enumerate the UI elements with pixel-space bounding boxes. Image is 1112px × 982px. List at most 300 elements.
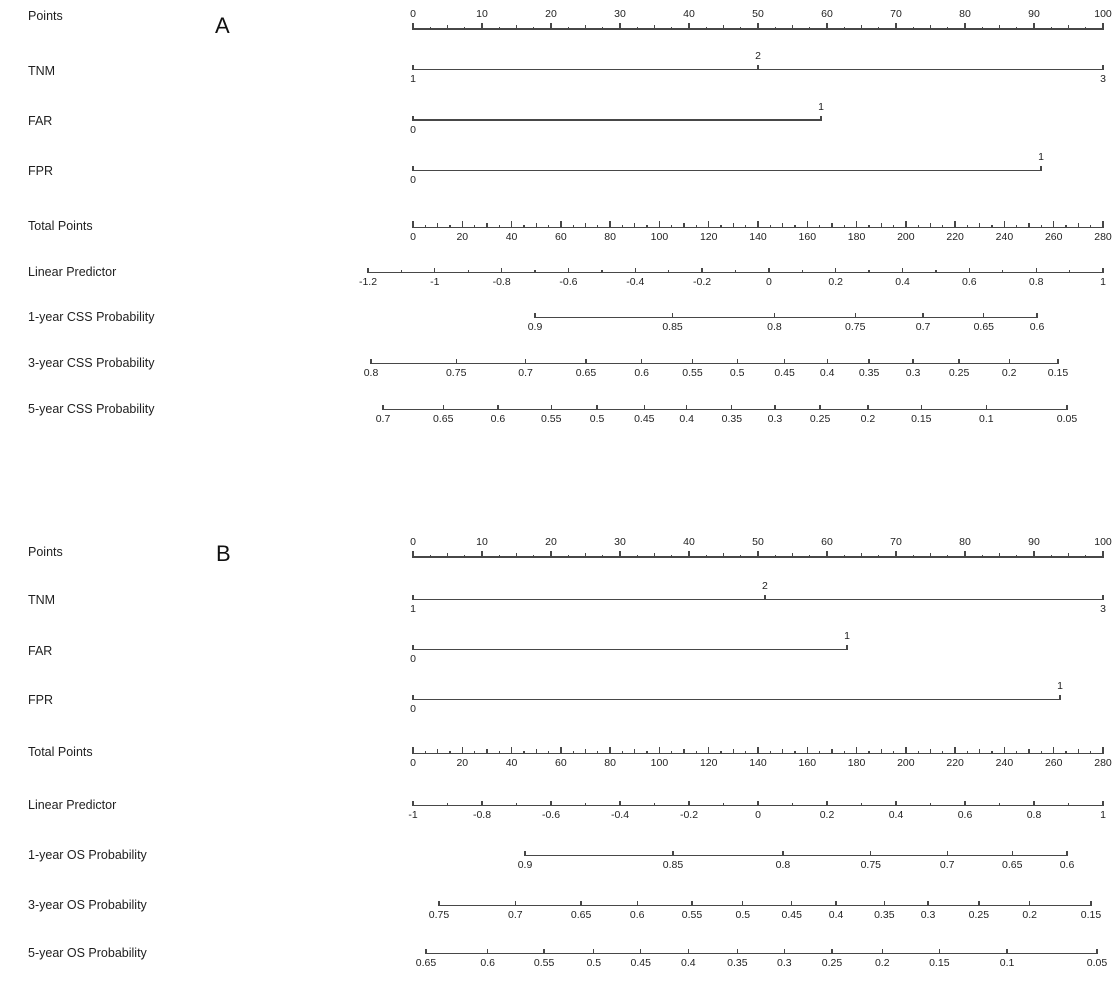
- tick-label: 0.15: [1080, 909, 1102, 921]
- tick-label: 100: [650, 231, 669, 243]
- tick: [686, 405, 687, 410]
- tick-label: 0.15: [911, 413, 932, 425]
- tick: [902, 268, 903, 273]
- tick: [1102, 747, 1103, 754]
- tick-label: 10: [476, 8, 488, 20]
- tick: [1090, 901, 1091, 906]
- tick: [692, 359, 693, 364]
- tick: [912, 359, 913, 364]
- tick-label: -1: [430, 276, 440, 288]
- row-label-fpr: FPR: [28, 693, 53, 707]
- value-label: 1: [844, 630, 850, 642]
- tick-label: 180: [847, 231, 866, 243]
- tick: [733, 223, 734, 228]
- tick: [474, 751, 475, 754]
- tick: [733, 749, 734, 754]
- tick: [1059, 695, 1060, 700]
- tick: [819, 225, 820, 228]
- tick-label: 1: [410, 603, 416, 615]
- tick: [991, 751, 992, 754]
- tick-label: 0.65: [973, 321, 994, 333]
- tick: [430, 27, 431, 30]
- tick: [708, 747, 709, 754]
- tick-label: 0.8: [1026, 809, 1042, 821]
- tick: [768, 268, 769, 273]
- tick: [536, 223, 537, 228]
- tick: [1065, 751, 1066, 754]
- tick-label: 0.4: [681, 957, 696, 969]
- tick-label: 3: [1100, 603, 1106, 615]
- tick-label: 90: [1028, 536, 1040, 548]
- tick: [1057, 359, 1058, 364]
- row-label-css-5yr: 5-year CSS Probability: [28, 402, 155, 416]
- tick-label: 20: [545, 8, 557, 20]
- row-label-css-3yr: 3-year CSS Probability: [28, 356, 155, 370]
- tick: [501, 268, 502, 273]
- tick: [770, 751, 771, 754]
- tick-label: 0.7: [507, 909, 523, 921]
- tick: [991, 225, 992, 228]
- tick-label: -0.4: [626, 276, 645, 288]
- tick: [683, 223, 684, 228]
- tick: [701, 268, 702, 273]
- tick: [622, 225, 623, 228]
- tick: [757, 23, 758, 30]
- tick: [412, 801, 413, 806]
- tick-label: 0.6: [629, 909, 645, 921]
- tick: [878, 27, 879, 30]
- tick: [654, 553, 655, 558]
- tick: [486, 223, 487, 228]
- tick: [1036, 313, 1037, 318]
- tick: [499, 27, 500, 30]
- tick: [523, 225, 524, 228]
- tick: [792, 803, 793, 806]
- tick-label: 10: [476, 536, 488, 548]
- tick: [367, 268, 368, 273]
- tick-label: 0.1: [999, 957, 1015, 969]
- tick-label: 0.9: [527, 321, 543, 333]
- tick: [782, 749, 783, 754]
- tick: [986, 405, 987, 410]
- tick: [516, 553, 517, 558]
- tick-label: 40: [683, 536, 695, 548]
- tick: [881, 223, 882, 228]
- axis-line-os-1yr: [525, 855, 1067, 856]
- tick: [438, 901, 439, 906]
- tick-label: 0.3: [777, 957, 792, 969]
- tick: [425, 225, 426, 228]
- tick-label: 0.6: [957, 809, 973, 821]
- tick: [770, 225, 771, 228]
- tick: [637, 27, 638, 30]
- tick-label: 0.7: [375, 413, 391, 425]
- tick-label: 0.65: [570, 909, 592, 921]
- row-label-points: Points: [28, 9, 63, 23]
- tick: [597, 225, 598, 228]
- tick: [696, 225, 697, 228]
- tick: [893, 751, 894, 754]
- tick: [855, 313, 856, 318]
- axis-line-css-3yr: [371, 363, 1058, 364]
- value-label: 1: [818, 101, 824, 113]
- tick-label: 0.65: [575, 367, 597, 379]
- tick-label: 0: [755, 809, 761, 821]
- tick: [474, 225, 475, 228]
- row-label-os-3yr: 3-year OS Probability: [28, 898, 147, 912]
- tick-label: 0: [410, 536, 416, 548]
- value-label: 2: [755, 50, 761, 62]
- tick: [809, 555, 810, 558]
- tick: [585, 749, 586, 754]
- tick-label: 180: [847, 757, 866, 769]
- tick: [497, 405, 498, 410]
- tick-label: 0.7: [518, 367, 533, 379]
- tick-label: 0.25: [948, 367, 970, 379]
- tick-label: 0.4: [895, 276, 910, 288]
- tick-label: 60: [821, 536, 833, 548]
- tick-label: 80: [604, 231, 616, 243]
- tick: [585, 223, 586, 228]
- tick-label: 120: [699, 231, 718, 243]
- row-label-tnm: TNM: [28, 593, 56, 607]
- value-label: 1: [1057, 680, 1063, 692]
- tick-label: 240: [995, 757, 1014, 769]
- tick: [1009, 359, 1010, 364]
- tick: [550, 801, 551, 806]
- tick-label: 0.4: [679, 413, 694, 425]
- tick-label: 40: [505, 231, 518, 243]
- tick-label: 260: [1044, 231, 1063, 243]
- tick: [609, 221, 610, 228]
- tick: [671, 555, 672, 558]
- tick-label: 80: [959, 8, 971, 20]
- tick: [596, 405, 597, 410]
- tick: [1012, 851, 1013, 856]
- tick: [1102, 65, 1103, 70]
- tick: [560, 221, 561, 228]
- tick: [884, 901, 885, 906]
- tick-label: 0.75: [445, 367, 467, 379]
- tick-label: 240: [995, 231, 1014, 243]
- tick: [835, 901, 836, 906]
- tick-label: 280: [1094, 757, 1112, 769]
- tick: [794, 751, 795, 754]
- tick: [764, 595, 765, 600]
- tick: [1051, 555, 1052, 558]
- tick: [745, 225, 746, 228]
- tick: [1004, 747, 1005, 754]
- tick: [671, 225, 672, 228]
- tick: [1090, 225, 1091, 228]
- tick: [967, 751, 968, 754]
- tick-label: 100: [650, 757, 669, 769]
- row-label-far: FAR: [28, 114, 53, 128]
- tick: [481, 551, 482, 558]
- tick-label: 0.8: [1028, 276, 1044, 288]
- tick: [580, 901, 581, 906]
- panel-letter: B: [216, 541, 231, 566]
- tick-label: 50: [752, 536, 764, 548]
- tick: [740, 555, 741, 558]
- tick: [983, 313, 984, 318]
- tick: [434, 268, 435, 273]
- row-label-css-1yr: 1-year CSS Probability: [28, 310, 155, 324]
- tick: [784, 949, 785, 954]
- tick: [1006, 949, 1007, 954]
- tick: [893, 225, 894, 228]
- tick: [964, 801, 965, 806]
- tick: [593, 949, 594, 954]
- tick: [1016, 225, 1017, 228]
- tick: [1016, 27, 1017, 30]
- tick-label: 0: [410, 8, 416, 20]
- tick: [861, 803, 862, 806]
- tick-label: 120: [699, 757, 718, 769]
- tick: [671, 27, 672, 30]
- tick: [635, 268, 636, 273]
- tick: [844, 555, 845, 558]
- tick: [654, 803, 655, 806]
- tick: [706, 555, 707, 558]
- tick: [668, 270, 669, 273]
- tick: [881, 749, 882, 754]
- tick-label: 3: [1100, 73, 1106, 85]
- tick-label: 20: [545, 536, 557, 548]
- tick-label: 40: [683, 8, 695, 20]
- tick: [792, 553, 793, 558]
- tick: [794, 225, 795, 228]
- tick: [688, 551, 689, 558]
- tick: [868, 359, 869, 364]
- tick: [551, 405, 552, 410]
- tick: [720, 751, 721, 754]
- tick: [536, 749, 537, 754]
- tick: [637, 555, 638, 558]
- tick-label: 0.2: [1001, 367, 1017, 379]
- tick: [568, 555, 569, 558]
- axis-line-css-1yr: [535, 317, 1037, 318]
- tick: [918, 751, 919, 754]
- tick-label: 0.4: [819, 367, 835, 379]
- tick: [913, 555, 914, 558]
- tick: [462, 747, 463, 754]
- tick: [982, 27, 983, 30]
- tick: [1090, 751, 1091, 754]
- tick: [568, 27, 569, 30]
- tick-label: 0.65: [432, 413, 454, 425]
- tick: [868, 225, 869, 228]
- value-label: 1: [1038, 151, 1044, 163]
- tick-label: 0.35: [858, 367, 880, 379]
- tick: [481, 23, 482, 30]
- tick: [672, 313, 673, 318]
- tick: [735, 270, 736, 273]
- tick: [523, 751, 524, 754]
- tick: [1085, 27, 1086, 30]
- tick: [774, 405, 775, 410]
- tick-label: 0.65: [1002, 859, 1023, 871]
- tick: [757, 551, 758, 558]
- tick: [412, 116, 413, 121]
- tick: [412, 23, 413, 30]
- tick: [895, 23, 896, 30]
- tick: [644, 405, 645, 410]
- tick-label: 0.35: [721, 413, 743, 425]
- tick: [820, 116, 821, 121]
- tick: [737, 359, 738, 364]
- row-label-total-points: Total Points: [28, 219, 93, 233]
- tick: [1078, 223, 1079, 228]
- tick-label: -0.8: [492, 276, 511, 288]
- tick-label: 0.85: [662, 859, 684, 871]
- tick-label: 0.5: [729, 367, 745, 379]
- tick: [447, 553, 448, 558]
- tick: [827, 359, 828, 364]
- tick: [947, 555, 948, 558]
- tick: [548, 751, 549, 754]
- tick: [999, 25, 1000, 30]
- tick-label: 200: [897, 757, 915, 769]
- tick-label: 0.45: [630, 957, 651, 969]
- tick-label: -0.8: [472, 809, 492, 821]
- axis-line-os-5yr: [426, 953, 1097, 954]
- tick: [437, 223, 438, 228]
- tick: [382, 405, 383, 410]
- tick: [1051, 27, 1052, 30]
- tick: [516, 803, 517, 806]
- tick: [999, 803, 1000, 806]
- tick-label: 30: [614, 8, 626, 20]
- tick-label: 100: [1094, 8, 1112, 20]
- tick: [449, 225, 450, 228]
- tick-label: 0.6: [490, 413, 506, 425]
- tick: [1033, 801, 1034, 806]
- tick-label: 0.2: [860, 413, 876, 425]
- tick: [487, 949, 488, 954]
- tick-label: 0.05: [1086, 957, 1108, 969]
- tick-label: 1: [1100, 809, 1106, 821]
- tick: [1053, 747, 1054, 754]
- tick-label: 20: [456, 231, 469, 243]
- row-label-linear-predictor: Linear Predictor: [28, 265, 117, 279]
- tick-label: 1: [410, 73, 416, 85]
- tick-label: -0.4: [610, 809, 630, 821]
- tick: [861, 25, 862, 30]
- tick-label: 0.45: [781, 909, 802, 921]
- tick: [515, 901, 516, 906]
- tick: [895, 551, 896, 558]
- tick: [533, 27, 534, 30]
- tick-label: 50: [752, 8, 764, 20]
- tick: [930, 25, 931, 30]
- tick: [619, 801, 620, 806]
- tick: [671, 751, 672, 754]
- row-label-fpr: FPR: [28, 164, 53, 178]
- tick-label: 0.2: [819, 809, 835, 821]
- tick-label: 0.5: [586, 957, 602, 969]
- tick: [443, 405, 444, 410]
- tick: [1065, 225, 1066, 228]
- tick-label: 220: [946, 231, 964, 243]
- tick: [585, 25, 586, 30]
- tick: [691, 901, 692, 906]
- tick: [856, 221, 857, 228]
- tick: [1016, 751, 1017, 754]
- tick-label: 0.75: [860, 859, 881, 871]
- tick: [740, 27, 741, 30]
- tick: [1102, 268, 1103, 273]
- tick: [942, 751, 943, 754]
- tick: [1066, 851, 1067, 856]
- tick: [757, 65, 758, 70]
- tick: [947, 851, 948, 856]
- tick-label: 0.45: [774, 367, 795, 379]
- tick: [835, 268, 836, 273]
- tick: [602, 27, 603, 30]
- tick-label: 60: [555, 231, 567, 243]
- tick: [831, 223, 832, 228]
- tick: [958, 359, 959, 364]
- tick-label: 160: [798, 231, 817, 243]
- tick: [654, 25, 655, 30]
- tick: [550, 23, 551, 30]
- panel-letter: A: [215, 13, 230, 38]
- tick-label: 0.8: [775, 859, 791, 871]
- tick: [412, 551, 413, 558]
- tick: [831, 949, 832, 954]
- tick: [585, 553, 586, 558]
- tick-label: 0.55: [681, 909, 703, 921]
- tick: [683, 749, 684, 754]
- tick: [646, 751, 647, 754]
- tick-label: 0.25: [968, 909, 990, 921]
- tick: [1102, 23, 1103, 30]
- tick-label: 0.3: [767, 413, 783, 425]
- tick: [425, 949, 426, 954]
- tick: [999, 553, 1000, 558]
- tick: [412, 166, 413, 171]
- tick: [930, 803, 931, 806]
- tick-label: 0.55: [533, 957, 555, 969]
- tick: [978, 901, 979, 906]
- tick: [412, 221, 413, 228]
- tick: [525, 359, 526, 364]
- tick: [720, 225, 721, 228]
- tick: [1068, 553, 1069, 558]
- row-label-tnm: TNM: [28, 64, 56, 78]
- tick-label: 0: [765, 276, 772, 288]
- tick: [401, 270, 402, 273]
- tick: [792, 25, 793, 30]
- tick: [967, 225, 968, 228]
- tick: [826, 551, 827, 558]
- tick: [534, 270, 535, 273]
- tick: [775, 27, 776, 30]
- tick: [534, 313, 535, 318]
- tick: [930, 749, 931, 754]
- tick: [659, 221, 660, 228]
- tick: [882, 949, 883, 954]
- tick: [462, 221, 463, 228]
- tick: [637, 901, 638, 906]
- tick: [619, 23, 620, 30]
- tick-label: 90: [1028, 8, 1040, 20]
- tick-label: 0.6: [962, 276, 977, 288]
- tick-label: 0.2: [1022, 909, 1038, 921]
- tick: [516, 25, 517, 30]
- tick: [447, 25, 448, 30]
